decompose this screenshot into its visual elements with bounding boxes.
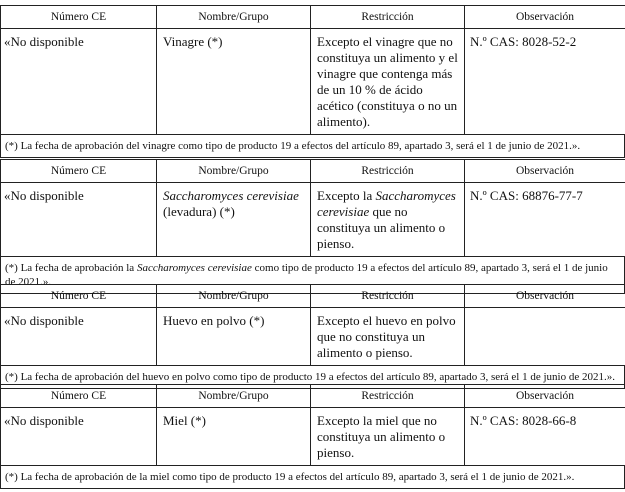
table-row <box>1 408 625 466</box>
cell-ce: «No disponible <box>1 308 157 366</box>
entry-block-vinagre <box>0 5 625 158</box>
cell-name <box>157 183 311 257</box>
restriction-suffix: que no constituya un alimento o pienso. <box>317 204 446 251</box>
cell-name: Huevo en polvo (*) <box>157 308 311 366</box>
entry-block-huevo <box>0 284 625 389</box>
table-row <box>1 183 625 257</box>
cell-observation: N.º CAS: 8028-66-8 <box>465 408 625 466</box>
header-restriction: Restricción <box>311 285 465 308</box>
header-name: Nombre/Grupo <box>157 385 311 408</box>
note-species: Saccharomyces cerevisiae <box>136 262 252 274</box>
name-suffix: (levadura) (*) <box>163 204 235 219</box>
cell-observation: N.º CAS: 68876-77-7 <box>465 183 625 257</box>
header-ce: Número CE <box>1 385 157 408</box>
entry-table <box>0 159 625 257</box>
header-observation: Observación <box>465 385 625 408</box>
table-row <box>1 308 625 366</box>
header-name: Nombre/Grupo <box>157 285 311 308</box>
cell-restriction: Excepto el vinagre que no constituya un alimento y el vinagre que contenga más de un 10 % de ácido acético (constituya o no un alimento). <box>311 29 465 135</box>
note-prefix: (*) La fecha de aprobación la <box>5 262 137 274</box>
header-ce: Número CE <box>1 160 157 183</box>
header-ce: Número CE <box>1 285 157 308</box>
footnote: (*) La fecha de aprobación del vinagre como tipo de producto 19 a efectos del artículo 89, apartado 3, será el 1 de junio de 2021.». <box>0 135 625 158</box>
header-name: Nombre/Grupo <box>157 160 311 183</box>
cell-name: Miel (*) <box>157 408 311 466</box>
header-restriction: Restricción <box>311 385 465 408</box>
restriction-prefix: Excepto la <box>317 188 376 203</box>
cell-observation: N.º CAS: 8028-52-2 <box>465 29 625 135</box>
header-observation: Observación <box>465 6 625 29</box>
cell-ce: «No disponible <box>1 183 157 257</box>
note-suffix: como tipo de producto 19 a efectos del artículo 89, apartado 3, será el 1 de junio de 2021.». <box>5 262 608 288</box>
cell-ce: «No disponible <box>1 29 157 135</box>
cell-ce: «No disponible <box>1 408 157 466</box>
cell-name: Vinagre (*) <box>157 29 311 135</box>
footnote: (*) La fecha de aprobación del huevo en polvo como tipo de producto 19 a efectos del artículo 89, apartado 3, será el 1 de junio de 2021.». <box>0 366 625 389</box>
cell-restriction: Excepto la miel que no constituya un alimento o pienso. <box>311 408 465 466</box>
entry-table <box>0 5 625 135</box>
entry-block-miel <box>0 384 625 489</box>
species-name: Saccharomyces cerevisiae <box>163 188 299 203</box>
entry-table <box>0 284 625 366</box>
header-restriction: Restricción <box>311 6 465 29</box>
header-ce: Número CE <box>1 6 157 29</box>
cell-observation <box>465 308 625 366</box>
entry-table <box>0 384 625 466</box>
entry-block-saccharomyces <box>0 159 625 294</box>
header-row <box>1 160 625 183</box>
table-row <box>1 29 625 135</box>
cell-restriction: Excepto el huevo en polvo que no constituya un alimento o pienso. <box>311 308 465 366</box>
cell-restriction <box>311 183 465 257</box>
header-row <box>1 385 625 408</box>
header-restriction: Restricción <box>311 160 465 183</box>
footnote: (*) La fecha de aprobación de la miel como tipo de producto 19 a efectos del artículo 89, apartado 3, será el 1 de junio de 2021.». <box>0 466 625 489</box>
restriction-species: Saccharomyces cerevisiae <box>317 188 456 219</box>
header-observation: Observación <box>465 285 625 308</box>
header-row <box>1 285 625 308</box>
header-observation: Observación <box>465 160 625 183</box>
header-name: Nombre/Grupo <box>157 6 311 29</box>
header-row <box>1 6 625 29</box>
